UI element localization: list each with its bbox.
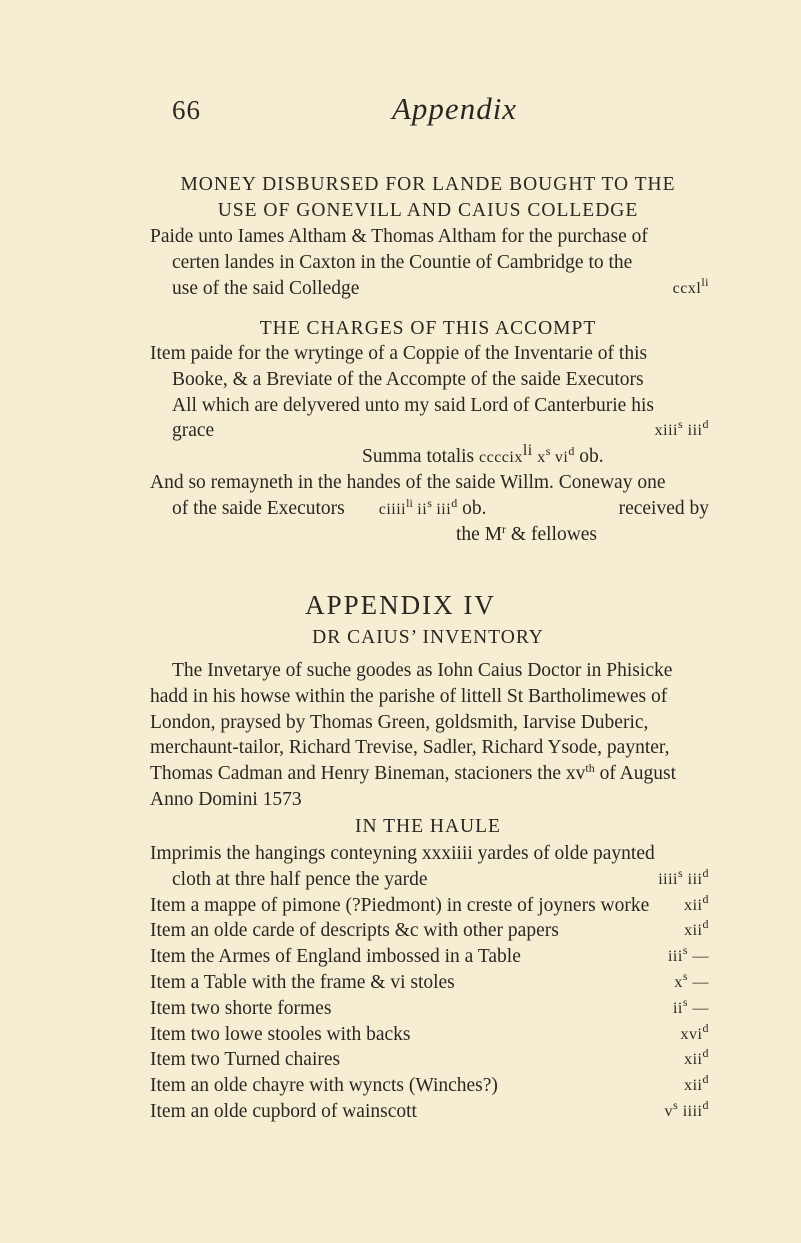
remain-line3-post: & fellowes (506, 523, 598, 545)
remain-line3-sup: r (502, 521, 507, 536)
remain-received: received by (618, 497, 709, 519)
inventory-item-text: Imprimis the hangings conteyning xxxiiii yardes of olde paynted (150, 843, 655, 864)
intro-paragraph (150, 658, 709, 813)
inventory-item-amount: iiii$^s$ iii$^d$ (658, 865, 709, 888)
summa-label: Summa totalis (362, 446, 479, 468)
inventory-item (150, 1073, 709, 1099)
summa-c: vi (550, 449, 569, 467)
intro-line5-pre: Thomas Cadman and Henry Bineman, stacioners the xv (150, 763, 586, 785)
summa-row (150, 444, 709, 470)
money-paragraph (150, 224, 709, 301)
inventory-item (150, 893, 709, 919)
charges-amount-a: xiii (654, 422, 678, 440)
charges-line1: Item paide for the wrytinge of a Coppie of the Inventarie of this (150, 343, 648, 364)
summa-c-sup: d (568, 444, 575, 459)
remain-line2-pre: of the saide Executors (172, 497, 345, 519)
remain-b: ii (412, 500, 428, 518)
charges-line2: Booke, & a Breviate of the Accompte of the saide Executors (172, 368, 644, 390)
inventory-item-text: Item two Turned chaires (150, 1049, 341, 1071)
intro-line5-sup: th (585, 761, 595, 776)
inventory-item-text: cloth at thre half pence the yarde (172, 868, 428, 890)
inventory-item-amount: iii$^s$ — (667, 943, 709, 966)
inventory-item-text: Item an olde chayre with wyncts (Winches?) (150, 1075, 498, 1097)
inventory-item-text: Item an olde cupbord of wainscott (150, 1100, 417, 1122)
summa-b-sup: s (545, 444, 551, 459)
charges-paragraph (150, 341, 709, 547)
remain-line3-row (150, 522, 709, 548)
inventory-item-amount: xii$^d$ (684, 1072, 709, 1095)
charges-line3: All which are delyvered unto my said Lord of Canterburie his (172, 394, 654, 416)
inventory-item (150, 918, 709, 944)
charges-line4-row (150, 418, 709, 444)
remain-line2-row (150, 496, 709, 522)
money-para-line3-row (150, 276, 709, 302)
inventory-item-text: Item the Armes of England imbossed in a Table (150, 946, 521, 968)
intro-line2: hadd in his howse within the parishe of littell St Bartholimewes of (150, 685, 668, 707)
money-para-line2: certen landes in Caxton in the Countie of Cambridge to the (172, 251, 633, 273)
summa-b: x (532, 449, 546, 467)
money-amount (673, 276, 709, 302)
inventory-item (150, 1047, 709, 1073)
inventory-item-amount: xii$^d$ (684, 891, 709, 914)
remain-a: ciiii (378, 500, 407, 518)
summa-end: ob. (574, 446, 604, 468)
intro-line4: merchaunt-tailor, Richard Trevise, Sadler, Richard Ysode, paynter, (150, 737, 670, 759)
remain-b-sup: s (427, 495, 432, 510)
intro-line5-post: of August (594, 763, 676, 785)
money-para-line3: use of the said Colledge (172, 277, 360, 299)
inventory-item (150, 841, 709, 867)
remain-c-end: ob. (457, 497, 487, 519)
charges-amount-b: iii (683, 422, 703, 440)
appendix-title: APPENDIX IV (305, 590, 496, 620)
intro-line6: Anno Domini 1573 (150, 788, 302, 810)
inventory-item (150, 1022, 709, 1048)
inventory-item-amount: $v^s$ iiii$^d$ (664, 1097, 709, 1120)
running-title: Appendix (392, 91, 518, 126)
summa-a: ccccix (479, 449, 523, 467)
inventory-item (150, 996, 709, 1022)
inventory-item-text: Item a mappe of pimone (?Piedmont) in creste of joyners worke (150, 894, 650, 916)
charges-amount-a-sup: s (677, 417, 684, 432)
charges-line4: grace (172, 420, 215, 442)
page-number: 66 (172, 95, 201, 125)
inventory-item-amount: xii$^d$ (684, 917, 709, 940)
inventory-item-amount: xii$^d$ (684, 1046, 709, 1069)
remain-c: iii (431, 500, 452, 518)
money-amount-sup: li (701, 274, 709, 289)
inventory-item-amount: $ii^s$ — (672, 994, 709, 1017)
inventory-item-text: Item an olde carde of descripts &c with other papers (150, 920, 559, 942)
inventory-item-amount: $x^s$ — (674, 968, 709, 991)
intro-line1: The Invetarye of suche goodes as Iohn Caius Doctor in Phisicke (172, 660, 673, 681)
inventory-item (150, 970, 709, 996)
running-head (172, 91, 712, 143)
inventory-item-amount: xvi$^d$ (680, 1020, 709, 1043)
inventory-list (150, 841, 709, 1125)
remain-line1: And so remayneth in the handes of the saide Willm. Coneway one (150, 471, 666, 493)
inventory-item-text: Item a Table with the frame & vi stoles (150, 971, 455, 993)
summa-a-sup: li (522, 442, 533, 460)
inventory-item-text: Item two lowe stooles with backs (150, 1023, 411, 1045)
inventory-item (150, 944, 709, 970)
inventory-item (150, 1099, 709, 1125)
money-heading (150, 172, 706, 224)
intro-line3: London, praysed by Thomas Green, goldsmith, Iarvise Duberic, (150, 711, 649, 733)
money-heading-line1: MONEY DISBURSED FOR LANDE BOUGHT TO THE (180, 174, 676, 195)
money-para-line1: Paide unto Iames Altham & Thomas Altham for the purchase of (150, 226, 648, 247)
money-amount-main: ccxl (672, 279, 702, 297)
charges-amount-b-sup: d (702, 417, 709, 432)
remain-c-sup: d (451, 495, 458, 510)
inventory-item (150, 867, 709, 893)
money-heading-line2: USE OF GONEVILL AND CAIUS COLLEDGE (217, 199, 639, 221)
inventory-item-text: Item two shorte formes (150, 997, 332, 1019)
haule-heading: IN THE HAULE (355, 816, 501, 837)
remain-line3-pre: the M (456, 523, 503, 545)
appendix-subtitle: DR CAIUS’ INVENTORY (312, 627, 544, 648)
charges-amount (655, 418, 709, 444)
intro-line5 (150, 761, 709, 787)
remain-a-sup: li (406, 495, 413, 510)
charges-heading: THE CHARGES OF THIS ACCOMPT (259, 318, 597, 339)
